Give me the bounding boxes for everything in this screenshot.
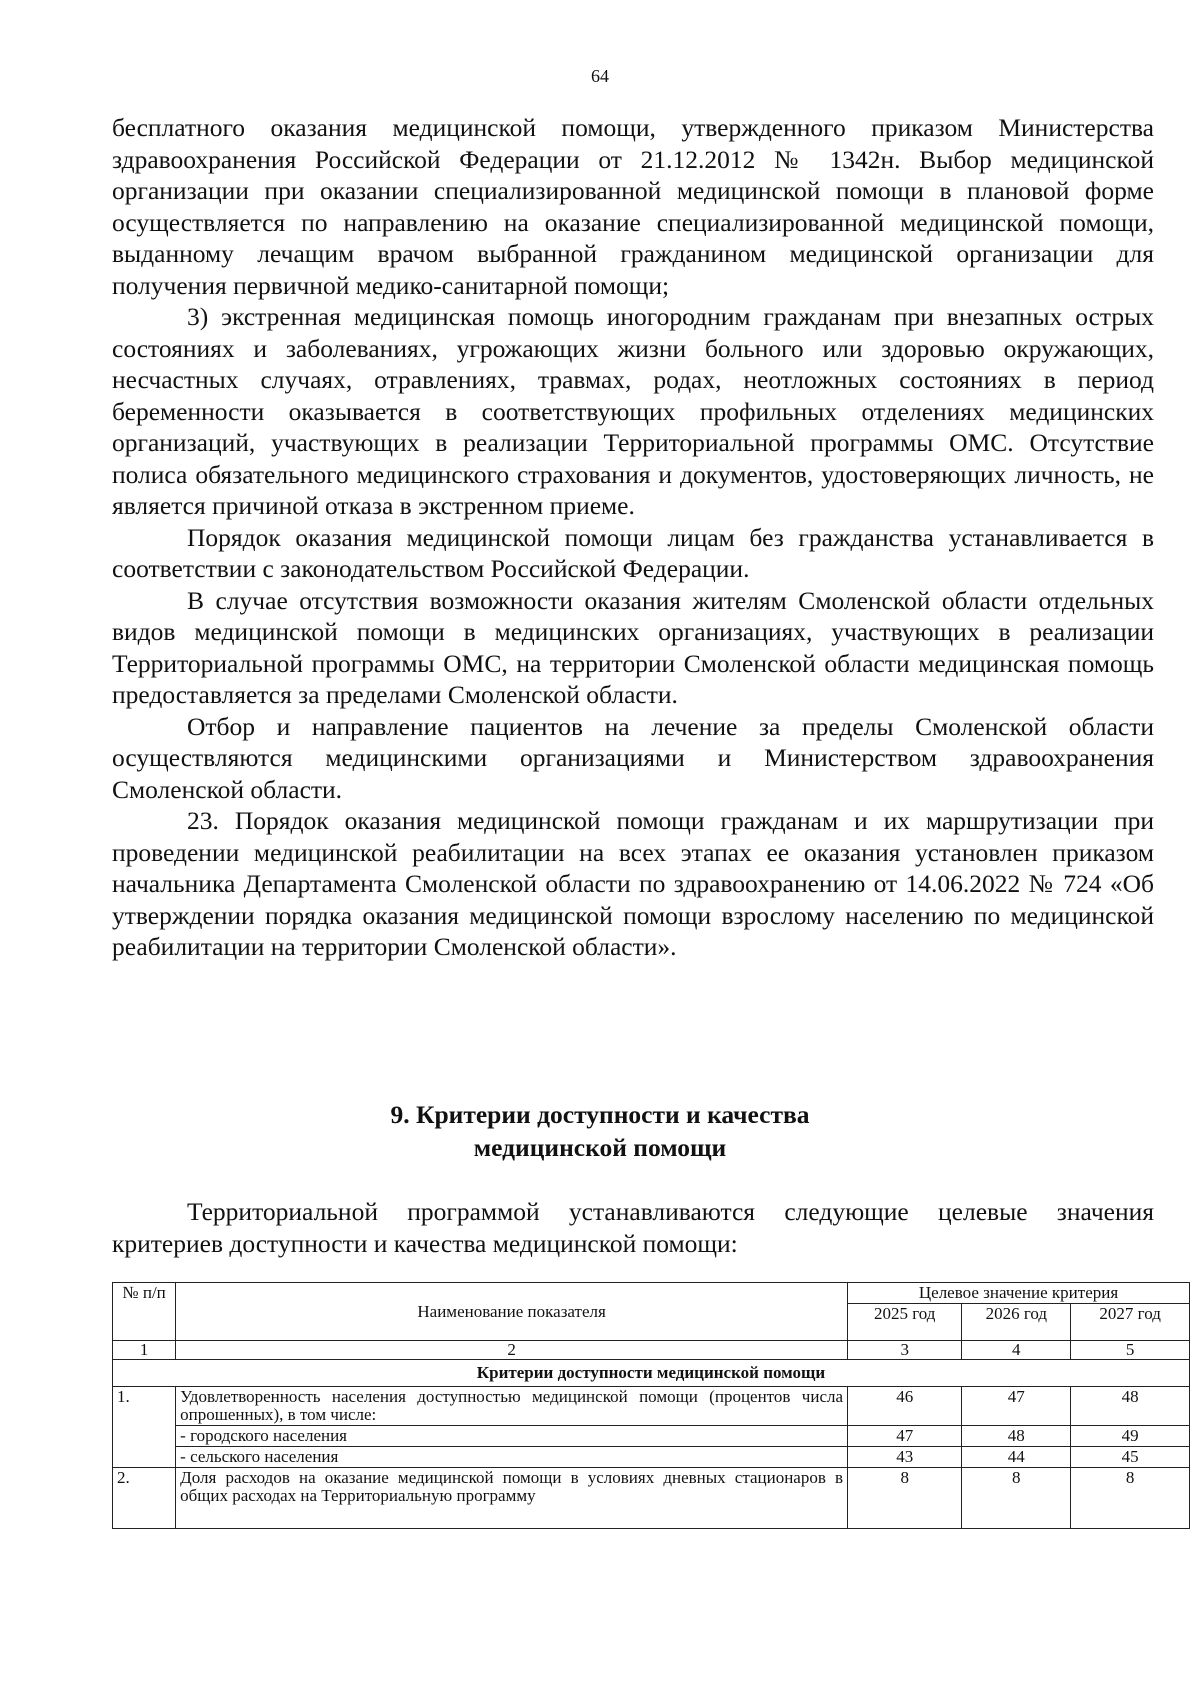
header-year-2026: 2026 год [962, 1304, 1071, 1341]
row-name: - городского населения [176, 1426, 848, 1447]
section-title-line-1: 9. Критерии доступности и качества [390, 1100, 810, 1129]
row-value-2025: 46 [848, 1387, 962, 1426]
row-name: Удовлетворенность населения доступностью медицинской помощи (процентов числа опрошенных), в том числе: [176, 1387, 848, 1426]
section-title-line-2: медицинской помощи [473, 1133, 727, 1162]
paragraph-1: бесплатного оказания медицинской помощи, утвержденного приказом Министерства здравоохранения Российской Федерации от 21.12.2012 № 1342н. Выбор медицинской организации при оказании специализированной медицинской помощи в плановой форме осуществляется по направлению на оказание специализированной медицинской помощи, выданному лечащим врачом выбранной гражданином медицинской организации для получения первичной медико-санитарной помощи; [112, 113, 1154, 300]
table-section-row [113, 1360, 1190, 1387]
row-value-2027: 48 [1071, 1387, 1190, 1426]
row-num: 2. [113, 1468, 176, 1529]
column-numbers-row [113, 1341, 1190, 1360]
column-number-5: 5 [1071, 1341, 1190, 1360]
criteria-table [112, 1282, 1190, 1529]
row-name: - сельского населения [176, 1447, 848, 1468]
row-value-2025: 43 [848, 1447, 962, 1468]
page-number: 64 [591, 66, 609, 86]
header-year-2025: 2025 год [848, 1304, 962, 1341]
row-value-2027: 45 [1071, 1447, 1190, 1468]
table-row [113, 1447, 1190, 1468]
header-target: Целевое значение критерия [848, 1283, 1190, 1304]
paragraph-2: 3) экстренная медицинская помощь иногородним гражданам при внезапных острых состояниях и заболеваниях, угрожающих жизни больного или здоровью окружающих, несчастных случаях, отравлениях, травмах, родах, неотложных состояниях в период беременности оказывается в соответствующих профильных отделениях медицинских организаций, участвующих в реализации Территориальной программы ОМС. Отсутствие полиса обязательного медицинского страхования и документов, удостоверяющих личность, не является причиной отказа в экстренном приеме. [112, 302, 1154, 520]
row-value-2026: 48 [962, 1426, 1071, 1447]
table-row [113, 1426, 1190, 1447]
table-header-row [113, 1283, 1190, 1304]
row-num: 1. [113, 1387, 176, 1468]
row-value-2025: 8 [848, 1468, 962, 1529]
row-value-2027: 8 [1071, 1468, 1190, 1529]
column-number-3: 3 [848, 1341, 962, 1360]
header-year-2027: 2027 год [1071, 1304, 1190, 1341]
table-row [113, 1468, 1190, 1529]
row-value-2027: 49 [1071, 1426, 1190, 1447]
body-text [112, 112, 1154, 963]
table-row [113, 1387, 1190, 1426]
paragraph-6: 23. Порядок оказания медицинской помощи гражданам и их маршрутизации при проведении медицинской реабилитации на всех этапах ее оказания установлен приказом начальника Департамента Смоленской области по здравоохранению от 14.06.2022 № 724 «Об утверждении порядка оказания медицинской помощи взрослому населению по медицинской реабилитации на территории Смоленской области». [112, 806, 1154, 961]
paragraph-4: В случае отсутствия возможности оказания жителям Смоленской области отдельных видов медицинской помощи в медицинских организациях, участвующих в реализации Территориальной программы ОМС, на территории Смоленской области медицинская помощь предоставляется за пределами Смоленской области. [112, 585, 1154, 709]
table-section-title: Критерии доступности медицинской помощи [113, 1360, 1190, 1387]
header-name: Наименование показателя [176, 1283, 848, 1341]
column-number-1: 1 [113, 1341, 176, 1360]
column-number-4: 4 [962, 1341, 1071, 1360]
column-number-2: 2 [176, 1341, 848, 1360]
paragraph-5: Отбор и направление пациентов на лечение за пределы Смоленской области осуществляются медицинскими организациями и Министерством здравоохранения Смоленской области. [112, 711, 1154, 804]
row-value-2025: 47 [848, 1426, 962, 1447]
row-name: Доля расходов на оказание медицинской помощи в условиях дневных стационаров в общих расходах на Территориальную программу [176, 1468, 848, 1529]
row-value-2026: 44 [962, 1447, 1071, 1468]
intro-paragraph: Территориальной программой устанавливаются следующие целевые значения критериев доступности и качества медицинской помощи: [112, 1197, 1154, 1258]
header-num: № п/п [113, 1283, 176, 1341]
section-heading [0, 1098, 1200, 1164]
paragraph-3: Порядок оказания медицинской помощи лицам без гражданства устанавливается в соответствии с законодательством Российской Федерации. [112, 522, 1154, 583]
row-value-2026: 47 [962, 1387, 1071, 1426]
row-value-2026: 8 [962, 1468, 1071, 1529]
